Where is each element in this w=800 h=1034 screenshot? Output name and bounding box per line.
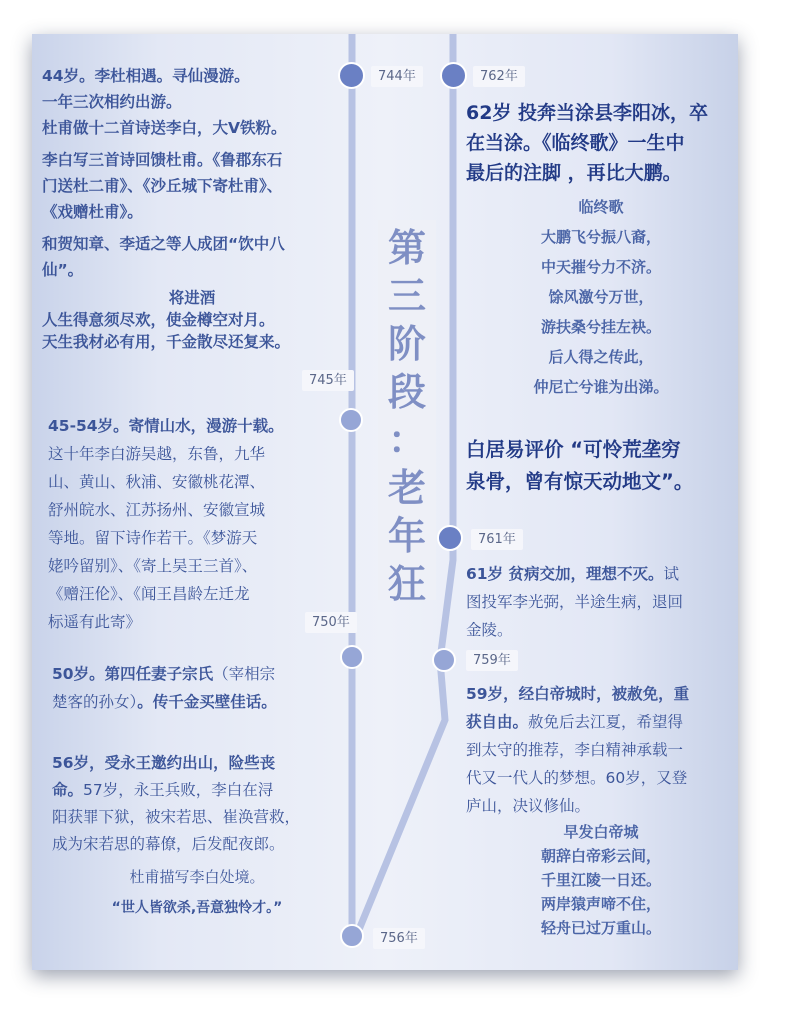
- text-line: 标遥有此寄》: [48, 613, 142, 631]
- text-line: 到太守的推荐，李白精神承载一: [466, 741, 684, 759]
- text-line: 成为宋若思的幕僚，后发配夜郎。: [52, 835, 285, 853]
- text-line: [466, 560, 736, 588]
- text-bold: 61岁 贫病交加，理想不灭。: [466, 565, 664, 583]
- text-line: 在当涂。《临终歌》一生中: [466, 132, 685, 154]
- text-line: 庐山，决议修仙。: [466, 797, 591, 815]
- year-label-759: 759年: [466, 650, 518, 671]
- block-761: [466, 560, 736, 644]
- node-744: [338, 62, 365, 89]
- node-756: [340, 924, 364, 948]
- text-line: 和贺知章、李适之等人成团“饮中八: [42, 235, 285, 253]
- poem-line: 人生得意须尽欢，使金樽空对月。: [42, 311, 275, 329]
- text-line: [52, 777, 342, 804]
- poem-line: 游扶桑兮挂左袂。: [540, 318, 661, 336]
- node-750: [340, 645, 364, 669]
- text-bold: 命。: [52, 781, 84, 799]
- stage-char: ：: [387, 418, 426, 462]
- poem-line: 仲尼亡兮谁为出涕。: [533, 378, 669, 396]
- poem-title: 早发白帝城: [563, 823, 639, 841]
- text-line: 最后的注脚 ，再比大鹏。: [466, 162, 682, 184]
- text-line: 62岁 投奔当涂县李阳冰，卒: [466, 102, 709, 124]
- stage-char: 老: [387, 466, 426, 510]
- quote-line: 白居易评价 “可怜荒垄穷: [466, 438, 681, 461]
- text-normal: （宰相宗: [213, 665, 276, 683]
- text-line: [52, 688, 342, 716]
- text-bold: 获自由。: [466, 713, 529, 731]
- year-label-762: 762年: [473, 66, 525, 87]
- text-line: 等地。留下诗作若干。《梦游天: [48, 529, 258, 547]
- node-761: [437, 525, 463, 551]
- text-line: 59岁，经白帝城时，被赦免，重: [466, 685, 690, 703]
- block-762: [466, 98, 736, 402]
- block-756: [52, 750, 342, 922]
- stage-char: 三: [387, 274, 426, 318]
- stage-char: 第: [387, 226, 426, 270]
- poem-line: 两岸猿声啼不住，: [540, 895, 661, 913]
- block-759: [466, 680, 736, 940]
- poem-line: 千里江陵一日还。: [540, 871, 661, 889]
- text-line: 一年三次相约出游。: [42, 93, 182, 111]
- text-line: 这十年李白游吴越，东鲁，九华: [48, 445, 266, 463]
- text-line: “世人皆欲杀,吾意独怜才。”: [111, 900, 283, 916]
- year-label-756: 756年: [373, 928, 425, 949]
- year-label-745: 745年: [302, 370, 354, 391]
- text-normal: 赦免后去江夏，希望得: [528, 713, 684, 731]
- text-line: 门送杜二甫》、《沙丘城下寄杜甫》、: [42, 177, 283, 195]
- block-quote: [466, 434, 738, 498]
- text-line: [52, 660, 342, 688]
- stage-char: 段: [387, 370, 426, 414]
- stage-char: 阶: [387, 322, 426, 366]
- text-line: 《戏赠杜甫》。: [42, 203, 143, 221]
- text-line: 金陵。: [466, 621, 513, 639]
- poem-line: 朝辞白帝彩云间，: [540, 847, 661, 865]
- text-line: 山、黄山、秋浦、安徽桃花潭、: [48, 473, 266, 491]
- text-normal: 试: [663, 565, 679, 583]
- block-745: [48, 412, 338, 636]
- text-line: 《赠汪伦》、《闻王昌龄左迁龙: [48, 585, 250, 603]
- text-line: 图投军李光弼，半途生病，退回: [466, 593, 684, 611]
- year-label-744: 744年: [371, 66, 423, 87]
- year-label-750: 750年: [305, 612, 357, 633]
- poem-line: 大鹏飞兮振八裔，: [540, 228, 661, 246]
- poem-line: 中天摧兮力不济。: [540, 258, 661, 276]
- poem-line: 馀风激兮万世，: [548, 288, 654, 306]
- text-line: 阳获罪下狱，被宋若思、崔涣营救，: [52, 808, 301, 826]
- text-line: 代又一代人的梦想。60岁，又登: [466, 769, 688, 787]
- poem-line: 后人得之传此，: [548, 348, 654, 366]
- stage-char: 年: [387, 514, 426, 558]
- quote-line: 泉骨，曾有惊天动地文”。: [466, 470, 694, 493]
- poem-line: 轻舟已过万重山。: [540, 919, 661, 937]
- text-line: [466, 708, 736, 736]
- text-normal: 楚客的孙女）: [52, 693, 138, 711]
- poem-title: 临终歌: [578, 198, 624, 216]
- node-745: [339, 408, 363, 432]
- block-744: [42, 63, 342, 353]
- text-line: 舒州皖水、江苏扬州、安徽宣城: [48, 501, 266, 519]
- node-762: [440, 62, 467, 89]
- stage-title: [378, 220, 436, 606]
- text-line: 姥吟留别》、《寄上吴王三首》、: [48, 557, 258, 575]
- text-line: 杜甫做十二首诗送李白，大V铁粉。: [42, 119, 287, 137]
- block-750: [52, 660, 342, 716]
- year-label-761: 761年: [471, 529, 523, 550]
- text-line: 杜甫描写李白处境。: [129, 868, 265, 886]
- poem-title: 将进酒: [168, 289, 216, 307]
- node-759: [432, 648, 456, 672]
- text-line: 李白写三首诗回馈杜甫。《鲁郡东石: [42, 151, 283, 169]
- stage-char: 狂: [387, 562, 426, 606]
- text-line: 56岁，受永王邀约出山，险些丧: [52, 754, 276, 772]
- text-line: 仙”。: [42, 261, 84, 279]
- poem-line: 天生我材必有用，千金散尽还复来。: [42, 333, 291, 351]
- text-normal: 57岁，永王兵败，李白在浔: [83, 781, 274, 799]
- text-bold: 。传千金买壁佳话。: [137, 693, 277, 711]
- text-line: 45-54岁。寄情山水，漫游十载。: [48, 417, 284, 435]
- text-bold: 50岁。第四任妻子宗氏: [52, 665, 214, 683]
- text-line: 44岁。李杜相遇。寻仙漫游。: [42, 67, 250, 85]
